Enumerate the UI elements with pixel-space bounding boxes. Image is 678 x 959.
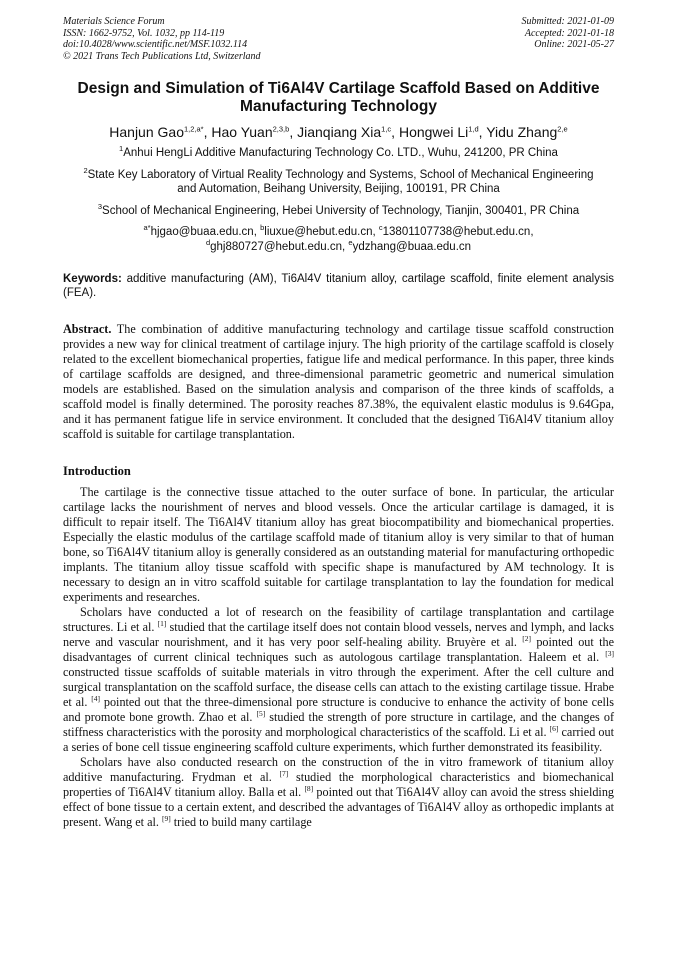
author: Hongwei Li$^{1,d}$, bbox=[398, 124, 487, 140]
citation-ref[interactable]: [8] bbox=[304, 783, 314, 793]
citation-ref[interactable]: [2] bbox=[522, 633, 531, 643]
email-link[interactable]: $^b$liuxue@hebut.edu.cn, bbox=[260, 223, 379, 238]
citation-ref[interactable]: [4] bbox=[91, 693, 101, 703]
abstract-label: Abstract. bbox=[63, 322, 112, 336]
abstract-text: The combination of additive manufacturing technology and cartilage tissue scaffold construction provides a new way for clinical treatment of cartilage injury. The high priority of the cartilage scaffold is closely related to the excellent biomechanical properties, fatigue life and medical performance. In this paper, three kinds of cartilage scaffolds are designed, and three-dimensional parametric geometric and numerical simulation models are established. Based on the simulation analysis and comparison of the three kinds of scaffolds, a scaffold model is finally determined. The porosity reaches 87.38%, the equivalent elastic modulus is 9.64Gpa, and it has permanent fatigue life in service environment. It concluded that the designed Ti6Al4V titanium alloy scaffold is suitable for cartilage transplantation. bbox=[63, 322, 614, 441]
author-emails bbox=[63, 225, 614, 255]
citation-ref[interactable]: [7] bbox=[279, 768, 289, 778]
author-list bbox=[63, 123, 614, 142]
citation-ref[interactable]: [5] bbox=[256, 708, 266, 718]
author: Hanjun Gao$^{1,2,a*}$, bbox=[109, 124, 212, 140]
journal-header bbox=[63, 16, 614, 64]
affiliation-3: $^3$School of Mechanical Engineering, Hebei University of Technology, Tianjin, 300401, PR China bbox=[97, 201, 580, 217]
email-link[interactable]: $^c$13801107738@hebut.edu.cn, bbox=[378, 223, 534, 238]
author: Hao Yuan$^{2,3,b}$, bbox=[211, 124, 298, 140]
citation-ref[interactable]: [1] bbox=[157, 618, 167, 628]
journal-name: Materials Science Forum bbox=[63, 16, 165, 27]
section-heading-introduction: Introduction bbox=[63, 464, 131, 478]
email-link[interactable]: $^{a*}$hjgao@buaa.edu.cn, bbox=[143, 223, 261, 238]
intro-paragraph-2: Scholars have conducted a lot of research on the feasibility of cartilage transplantation and cartilage structures. Li et al. [1] studied that the cartilage itself does not contain blood vessels, nerves and lymph, and lacks nerve and vascular nourishment, and it has very poor self-healing ability. Bruyère et al. [2] pointed out the disadvantages of current clinical techniques such as autologous cartilage transplantation. Haleem et al. [3] constructed tissue scaffolds of suitable materials in vitro through the experiment. After the cell culture and surgical transplantation on the scaffold surface, the disease cells can attach to the existing cartilage tissue. Hrabe et al. [4] pointed out that the three-dimensional pore structure is conducive to enhance the activity of bone cells and promote bone growth. Zhao et al. [5] studied the strength of pore structure in cartilage, and the changes of stiffness characteristics with the porosity and morphological characteristics of the scaffold. Li et al. [6] carried out a series of bone cell tissue engineering scaffold culture experiments, which further demonstrated its feasibility. bbox=[63, 605, 615, 754]
email-link[interactable]: $^e$ydzhang@buaa.edu.cn bbox=[348, 238, 472, 253]
date-submitted: Submitted: 2021-01-09 bbox=[521, 16, 614, 27]
journal-doi: doi:10.4028/www.scientific.net/MSF.1032.114 bbox=[63, 39, 248, 50]
publication-dates bbox=[522, 16, 615, 51]
author: Jianqiang Xia$^{1,c}$, bbox=[297, 124, 399, 140]
journal-issn: ISSN: 1662-9752, Vol. 1032, pp 114-119 bbox=[63, 27, 225, 39]
affiliation-1: $^1$Anhui HengLi Additive Manufacturing Technology Co. LTD., Wuhu, 241200, PR China bbox=[119, 144, 558, 159]
paper-title: Design and Simulation of Ti6Al4V Cartilage Scaffold Based on Additive Manufacturing Technology bbox=[77, 80, 600, 115]
author: Yidu Zhang$^{2,e}$ bbox=[486, 124, 568, 140]
intro-paragraph-1: The cartilage is the connective tissue attached to the outer surface of bone. In particular, the articular cartilage lacks the nourishment of nerves and blood vessels. Once the articular cartilage is damaged, it is difficult to repair itself. The Ti6Al4V titanium alloy has great biocompatibility and biomechanical properties. Especially the elastic modulus of the cartilage scaffold made of titanium alloy is very similar to that of human bone, so Ti6Al4V titanium alloy is generally considered as an outstanding material for manufacturing orthopedic implants. The titanium alloy tissue scaffold with specific shape is manufactured by AM technology. It is necessary to design an in vitro scaffold suitable for cartilage transplantation to lay the foundation for medical experiments and researches. bbox=[63, 485, 614, 604]
citation-ref[interactable]: [6] bbox=[549, 723, 559, 733]
affiliation-2: $^2$State Key Laboratory of Virtual Reality Technology and Systems, School of Mechanical Engineering and Automation, Beihang University, Beijing, 100191, PR China bbox=[83, 165, 594, 195]
intro-paragraph-3: Scholars have also conducted research on the construction of the in vitro framework of titanium alloy additive manufacturing. Frydman et al. [7] studied the morphological characteristics and biomechanical properties of Ti6Al4V titanium alloy. Balla et al. [8] pointed out that Ti6Al4V alloy can avoid the stress shielding effect of bone tissue to a certain extent, and described the advantages of Ti6Al4V alloy as orthopedic implants at present. Wang et al. [9] tried to build many cartilage bbox=[63, 755, 615, 829]
email-link[interactable]: $^d$ghj880727@hebut.edu.cn, bbox=[205, 238, 349, 253]
keywords-text: additive manufacturing (AM), Ti6Al4V titanium alloy, cartilage scaffold, finite element analysis (FEA). bbox=[63, 273, 614, 299]
journal-copyright: © 2021 Trans Tech Publications Ltd, Switzerland bbox=[63, 50, 261, 62]
date-accepted: Accepted: 2021-01-18 bbox=[524, 27, 614, 39]
date-online: Online: 2021-05-27 bbox=[534, 39, 614, 50]
keywords-label: Keywords: bbox=[63, 273, 122, 285]
keywords bbox=[63, 272, 614, 300]
paper-page bbox=[63, 16, 614, 830]
journal-info bbox=[63, 16, 261, 62]
citation-ref[interactable]: [9] bbox=[161, 813, 171, 823]
abstract bbox=[63, 322, 614, 442]
citation-ref[interactable]: [3] bbox=[605, 648, 614, 658]
